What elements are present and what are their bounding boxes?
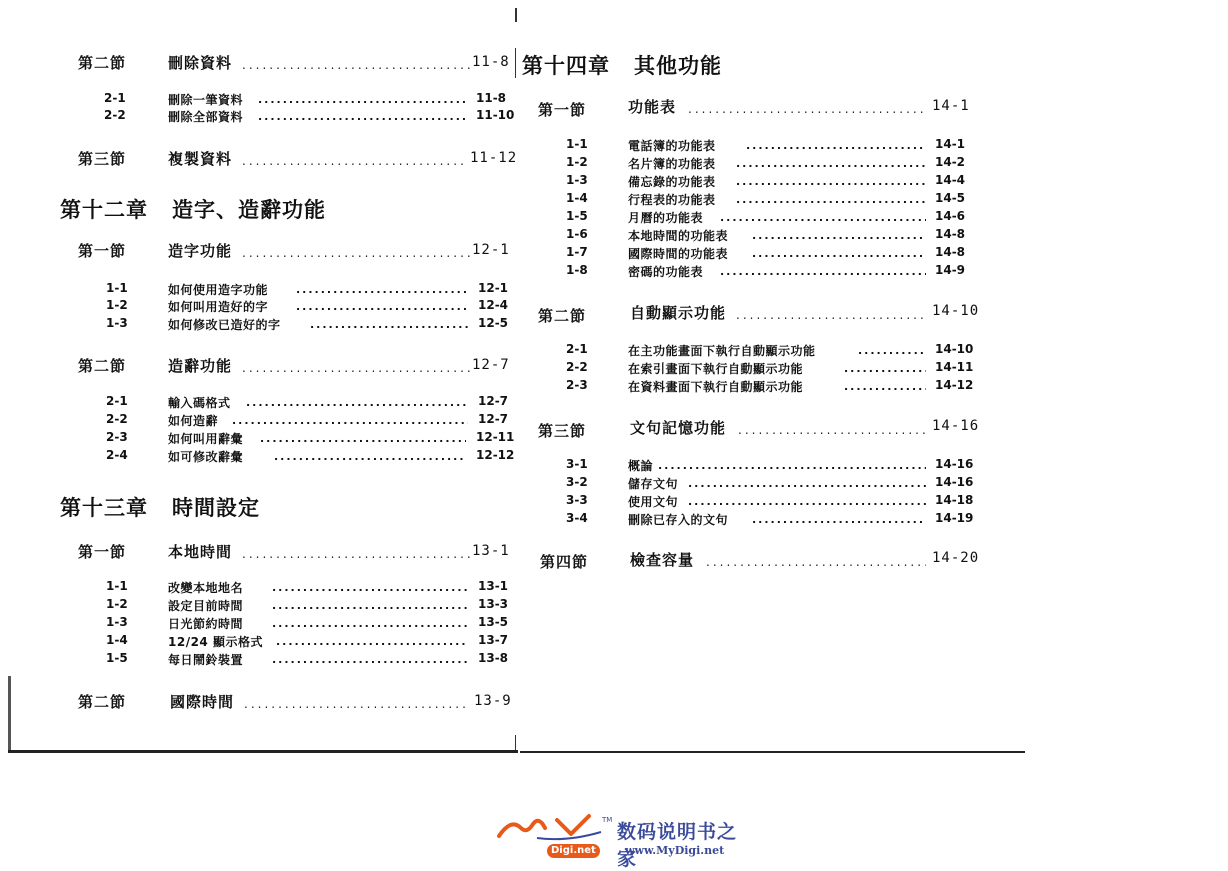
item-page: 14-12: [935, 378, 974, 392]
item-number: 1-3: [106, 615, 128, 629]
leader-dots: [720, 265, 926, 277]
item-number: 1-1: [106, 579, 128, 593]
page-bottom-edge: [8, 750, 518, 753]
leader-dots: [242, 58, 470, 70]
watermark-logo: [497, 812, 747, 870]
item-page: 11-10: [476, 108, 515, 122]
section-label: 第三節: [538, 422, 587, 440]
spine-mark: [515, 8, 517, 22]
item-number: 1-4: [566, 191, 588, 205]
item-number: 2-1: [106, 394, 128, 408]
section-title: 功能表: [628, 98, 677, 116]
leader-dots: [272, 653, 468, 665]
leader-dots: [688, 102, 924, 114]
item-page: 12-7: [478, 394, 509, 408]
item-title: 設定目前時間: [168, 599, 244, 613]
logo-text: MY: [499, 822, 501, 823]
item-title: 如何使用造字功能: [168, 283, 269, 297]
item-number: 1-6: [566, 227, 588, 241]
section-page: 14-20: [932, 550, 980, 566]
section-title: 自動顯示功能: [630, 304, 727, 322]
section-page: 14-10: [932, 303, 980, 319]
leader-dots: [752, 513, 926, 525]
section-page: 11-8: [472, 54, 510, 70]
item-number: 3-1: [566, 457, 588, 471]
item-page: 12-11: [476, 430, 515, 444]
item-page: 12-1: [478, 281, 509, 295]
item-page: 13-5: [478, 615, 509, 629]
item-title: 如何修改已造好的字: [168, 318, 281, 332]
leader-dots: [736, 157, 926, 169]
leader-dots: [688, 477, 926, 489]
item-title: 輸入碼格式: [168, 396, 231, 410]
digi-net-badge: Digi.net: [547, 844, 600, 858]
item-title: 在索引畫面下執行自動顯示功能: [628, 362, 804, 376]
item-page: 13-3: [478, 597, 509, 611]
item-number: 2-1: [104, 91, 126, 105]
section-title: 造辭功能: [168, 357, 233, 375]
section-page: 14-16: [932, 418, 980, 434]
section-label: 第一節: [78, 543, 127, 561]
item-title: 名片簿的功能表: [628, 157, 716, 171]
item-title: 在主功能畫面下執行自動顯示功能: [628, 344, 816, 358]
item-title: 使用文句: [628, 495, 679, 509]
item-number: 1-4: [106, 633, 128, 647]
chapter-label: 第十二章: [60, 198, 148, 222]
leader-dots: [276, 635, 468, 647]
leader-dots: [272, 617, 468, 629]
item-number: 1-8: [566, 263, 588, 277]
leader-dots: [296, 283, 468, 295]
item-page: 14-19: [935, 511, 974, 525]
leader-dots: [310, 318, 468, 330]
leader-dots: [736, 193, 926, 205]
chapter-label: 第十三章: [60, 496, 148, 520]
item-page: 14-8: [935, 245, 966, 259]
leader-dots: [242, 547, 470, 559]
item-number: 1-1: [566, 137, 588, 151]
my-logo-icon: [497, 812, 607, 842]
leader-dots: [752, 229, 926, 241]
leader-dots: [746, 139, 926, 151]
item-title: 改變本地地名: [168, 581, 244, 595]
leader-dots: [246, 396, 468, 408]
leader-dots: [258, 110, 466, 122]
item-number: 1-3: [106, 316, 128, 330]
item-page: 14-4: [935, 173, 966, 187]
section-label: 第二節: [78, 54, 127, 72]
leader-dots: [260, 432, 466, 444]
chapter-heading: [60, 194, 326, 224]
brand-name: 数码说明书之家: [617, 821, 738, 870]
trademark-mark: TM: [602, 816, 613, 824]
item-page: 14-10: [935, 342, 974, 356]
leader-dots: [232, 414, 468, 426]
page-edge: [8, 676, 11, 752]
item-title: 12/24 顯示格式: [168, 635, 263, 649]
leader-dots: [736, 175, 926, 187]
leader-dots: [736, 308, 926, 320]
item-title: 儲存文句: [628, 477, 679, 491]
section-page: 11-12: [470, 150, 518, 166]
item-number: 2-1: [566, 342, 588, 356]
item-title: 密碼的功能表: [628, 265, 704, 279]
item-title: 電話簿的功能表: [628, 139, 716, 153]
section-label: 第二節: [78, 693, 127, 711]
section-page: 13-1: [472, 543, 510, 559]
item-page: 13-1: [478, 579, 509, 593]
item-number: 1-5: [566, 209, 588, 223]
item-page: 14-16: [935, 457, 974, 471]
spine-mark: [515, 48, 516, 78]
chapter-heading: [522, 50, 722, 80]
item-page: 12-12: [476, 448, 515, 462]
section-page: 12-7: [472, 357, 510, 373]
item-number: 2-3: [566, 378, 588, 392]
spine-mark: [515, 735, 516, 751]
item-title: 每日鬧鈴裝置: [168, 653, 244, 667]
leader-dots: [688, 495, 926, 507]
item-page: 12-5: [478, 316, 509, 330]
item-title: 日光節約時間: [168, 617, 244, 631]
item-page: 13-7: [478, 633, 509, 647]
right-page: [522, 0, 1025, 752]
item-number: 1-2: [566, 155, 588, 169]
section-label: 第一節: [78, 242, 127, 260]
item-number: 1-1: [106, 281, 128, 295]
item-number: 1-2: [106, 597, 128, 611]
item-page: 12-7: [478, 412, 509, 426]
item-number: 2-4: [106, 448, 128, 462]
chapter-heading: [60, 492, 260, 522]
item-number: 1-5: [106, 651, 128, 665]
leader-dots: [272, 599, 468, 611]
leader-dots: [844, 380, 926, 392]
item-title: 如何叫用辭彙: [168, 432, 244, 446]
item-page: 12-4: [478, 298, 509, 312]
item-page: 14-8: [935, 227, 966, 241]
leader-dots: [720, 211, 926, 223]
item-page: 14-16: [935, 475, 974, 489]
item-number: 1-2: [106, 298, 128, 312]
leader-dots: [706, 555, 926, 567]
item-page: 14-2: [935, 155, 966, 169]
leader-dots: [296, 300, 468, 312]
item-number: 3-2: [566, 475, 588, 489]
section-page: 14-1: [932, 98, 970, 114]
item-title: 刪除一筆資料: [168, 93, 244, 107]
leader-dots: [242, 361, 470, 373]
chapter-title: 時間設定: [172, 496, 260, 520]
item-number: 2-2: [106, 412, 128, 426]
item-number: 1-3: [566, 173, 588, 187]
item-title: 如何造辭: [168, 414, 219, 428]
leader-dots: [258, 93, 466, 105]
section-title: 複製資料: [168, 150, 233, 168]
item-title: 如可修改辭彙: [168, 450, 244, 464]
leader-dots: [272, 581, 468, 593]
item-title: 國際時間的功能表: [628, 247, 729, 261]
left-page: [10, 0, 518, 752]
leader-dots: [274, 450, 466, 462]
item-title: 在資料畫面下執行自動顯示功能: [628, 380, 804, 394]
item-number: 2-2: [566, 360, 588, 374]
section-title: 本地時間: [168, 543, 233, 561]
item-page: 14-5: [935, 191, 966, 205]
item-page: 11-8: [476, 91, 507, 105]
item-page: 14-6: [935, 209, 966, 223]
item-page: 14-18: [935, 493, 974, 507]
section-title: 刪除資料: [168, 54, 233, 72]
item-number: 2-2: [104, 108, 126, 122]
item-page: 14-1: [935, 137, 966, 151]
leader-dots: [658, 459, 926, 471]
item-page: 14-9: [935, 263, 966, 277]
item-title: 本地時間的功能表: [628, 229, 729, 243]
leader-dots: [242, 154, 468, 166]
leader-dots: [738, 423, 926, 435]
item-title: 如何叫用造好的字: [168, 300, 269, 314]
section-title: 文句記憶功能: [630, 419, 727, 437]
section-label: 第一節: [538, 101, 587, 119]
section-label: 第二節: [78, 357, 127, 375]
item-title: 刪除全部資料: [168, 110, 244, 124]
section-label: 第二節: [538, 307, 587, 325]
section-page: 13-9: [474, 693, 512, 709]
item-page: 14-11: [935, 360, 974, 374]
section-label: 第四節: [540, 553, 589, 571]
chapter-title: 其他功能: [634, 54, 722, 78]
leader-dots: [752, 247, 926, 259]
item-title: 刪除已存入的文句: [628, 513, 729, 527]
leader-dots: [242, 246, 470, 258]
section-page: 12-1: [472, 242, 510, 258]
section-title: 檢查容量: [630, 551, 695, 569]
item-number: 1-7: [566, 245, 588, 259]
section-title: 國際時間: [170, 693, 235, 711]
leader-dots: [844, 362, 926, 374]
item-title: 行程表的功能表: [628, 193, 716, 207]
item-title: 月曆的功能表: [628, 211, 704, 225]
item-page: 13-8: [478, 651, 509, 665]
brand-url: www.MyDigi.net: [625, 844, 725, 857]
chapter-label: 第十四章: [522, 54, 610, 78]
leader-dots: [244, 697, 470, 709]
section-title: 造字功能: [168, 242, 233, 260]
item-number: 2-3: [106, 430, 128, 444]
item-title: 概論: [628, 459, 654, 473]
chapter-title: 造字、造辭功能: [172, 198, 326, 222]
section-label: 第三節: [78, 150, 127, 168]
item-title: 備忘錄的功能表: [628, 175, 716, 189]
leader-dots: [858, 344, 926, 356]
item-number: 3-4: [566, 511, 588, 525]
item-number: 3-3: [566, 493, 588, 507]
